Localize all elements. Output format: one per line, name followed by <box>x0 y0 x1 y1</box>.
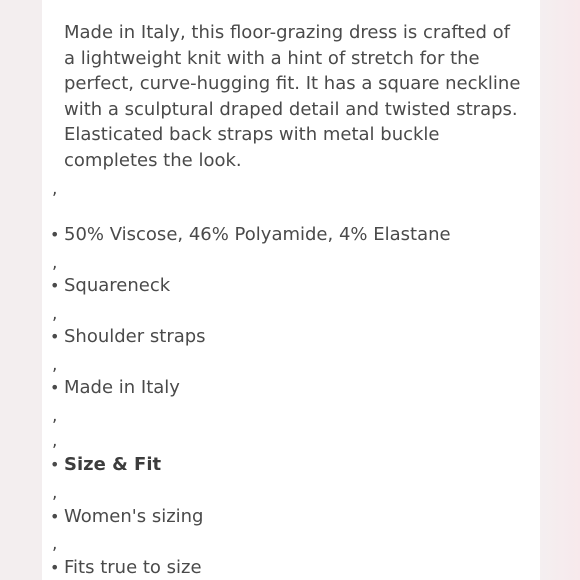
separator-comma: , <box>52 355 58 375</box>
bullet-item-fabric <box>50 226 451 244</box>
separator-comma: , <box>52 253 58 273</box>
bullet-text: Made in Italy <box>64 377 180 398</box>
bullet-text: Fits true to size <box>64 557 202 578</box>
product-details-card <box>42 0 540 580</box>
bullet-symbol: • <box>50 455 60 474</box>
bullet-text: Women's sizing <box>64 506 204 527</box>
bullet-symbol: • <box>50 378 60 397</box>
bullet-text: Squareneck <box>64 275 171 296</box>
right-margin <box>540 0 580 580</box>
bullet-text: Shoulder straps <box>64 326 206 347</box>
bullet-item-neckline <box>50 277 170 295</box>
bullet-symbol: • <box>50 225 60 244</box>
separator-comma: , <box>52 483 58 503</box>
bullet-item-sizing <box>50 508 203 526</box>
section-heading: Size & Fit <box>64 454 162 475</box>
separator-comma: , <box>52 406 58 426</box>
bullet-symbol: • <box>50 327 60 346</box>
bullet-item-fit <box>50 559 202 577</box>
separator-comma: , <box>52 431 58 451</box>
separator-comma: , <box>52 534 58 554</box>
separator-comma: , <box>52 179 58 199</box>
left-margin <box>0 0 42 580</box>
bullet-item-size-fit-heading <box>50 456 161 474</box>
bullet-item-straps <box>50 328 206 346</box>
product-description: Made in Italy, this floor-grazing dress is crafted of a lightweight knit with a hint of stretch for the perfect, curve-hugging fit. It has a square neckline with a sculptural draped detail and twisted straps. Elasticated back straps with metal buckle completes the look. <box>64 22 521 171</box>
bullet-symbol: • <box>50 507 60 526</box>
bullet-symbol: • <box>50 276 60 295</box>
bullet-symbol: • <box>50 558 60 577</box>
separator-comma: , <box>52 304 58 324</box>
bullet-item-origin <box>50 379 180 397</box>
bullet-text: 50% Viscose, 46% Polyamide, 4% Elastane <box>64 224 451 245</box>
